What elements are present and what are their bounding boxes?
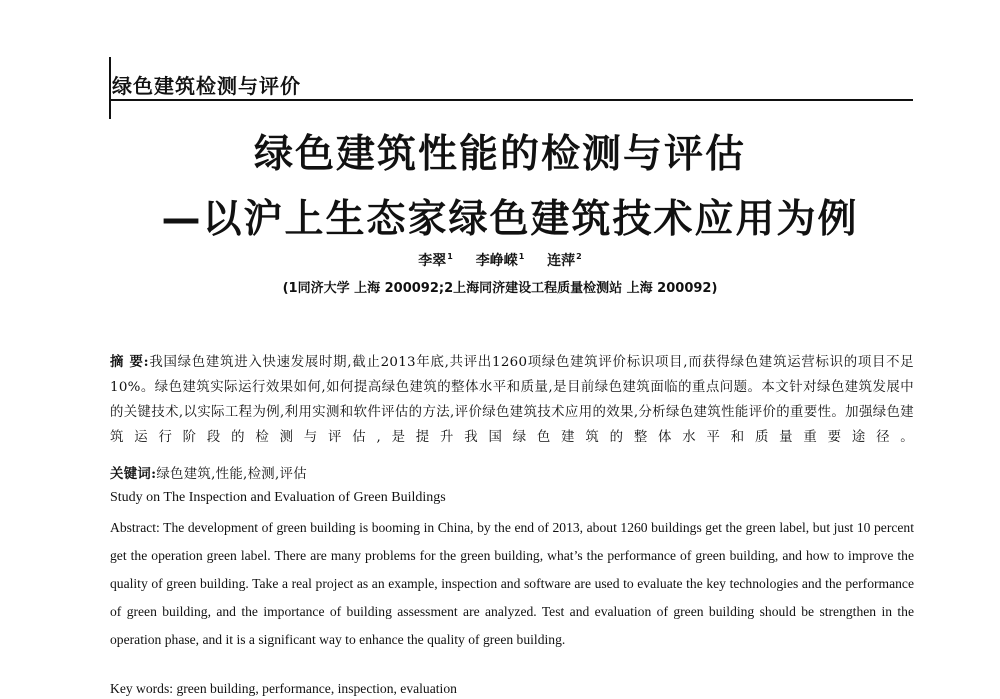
author (418, 253, 453, 269)
author-list (0, 250, 1000, 270)
abstract-cn-text: 我国绿色建筑进入快速发展时期,截止2013年底,共评出1260项绿色建筑评价标识项目,而获得绿色建筑运营标识的项目不足10%。绿色建筑实际运行效果如何,如何提高绿色建筑的整体水平和质量,是目前绿色建筑面临的重点问题。本文针对绿色建筑发展中的关键技术,以实际工程为例,利用实测和软件评估的方法,评价绿色建筑技术应用的效果,分析绿色建筑性能评价的重要性。加强绿色建筑运行阶段的检测与评估,是提升我国绿色建筑的整体水平和质量重要途径。 (110, 355, 914, 445)
author-name: 连萍 (547, 253, 576, 269)
author (476, 253, 525, 269)
author-affiliation-mark: 1 (518, 252, 525, 262)
keywords-cn-label: 关键词: (110, 466, 157, 482)
keywords-cn (110, 463, 307, 482)
abstract-en: Abstract: The development of green building is booming in China, by the end of 2013, about 1260 buildings get the green label, but just 10 percent get the operation green label. There are many problems for the green building, what’s the performance of green building, and how to improve the quality of green building. Take a real project as an example, inspection and software are used to evaluate the key technologies and the performance of green building, and the importance of building assessment are analyzed. Test and evaluation of green building should be strengthen in the operation phase, and it is a significant way to enhance the quality of green building. (110, 520, 914, 647)
title-en: Study on The Inspection and Evaluation of Green Buildings (110, 490, 446, 505)
author-name: 李翠 (418, 253, 447, 269)
author (547, 253, 582, 269)
author-name: 李峥嵘 (475, 253, 518, 269)
header-left-rule (109, 57, 111, 119)
abstract-cn (110, 350, 914, 450)
abstract-cn-label: 摘 要: (110, 354, 149, 370)
section-tag: 绿色建筑检测与评价 (112, 74, 301, 98)
article-title: 绿色建筑性能的检测与评估 (253, 132, 746, 177)
keywords-en: Key words: green building, performance, inspection, evaluation (110, 681, 457, 696)
author-affiliation-mark: 2 (576, 252, 582, 262)
article-subtitle: —以沪上生态家绿色建筑技术应用为例 (161, 197, 859, 242)
header-rule (109, 99, 913, 101)
keywords-cn-text: 绿色建筑,性能,检测,评估 (156, 467, 307, 482)
affiliation: (1同济大学 上海 200092;2上海同济建设工程质量检测站 上海 200092) (282, 281, 718, 296)
author-affiliation-mark: 1 (447, 252, 453, 262)
